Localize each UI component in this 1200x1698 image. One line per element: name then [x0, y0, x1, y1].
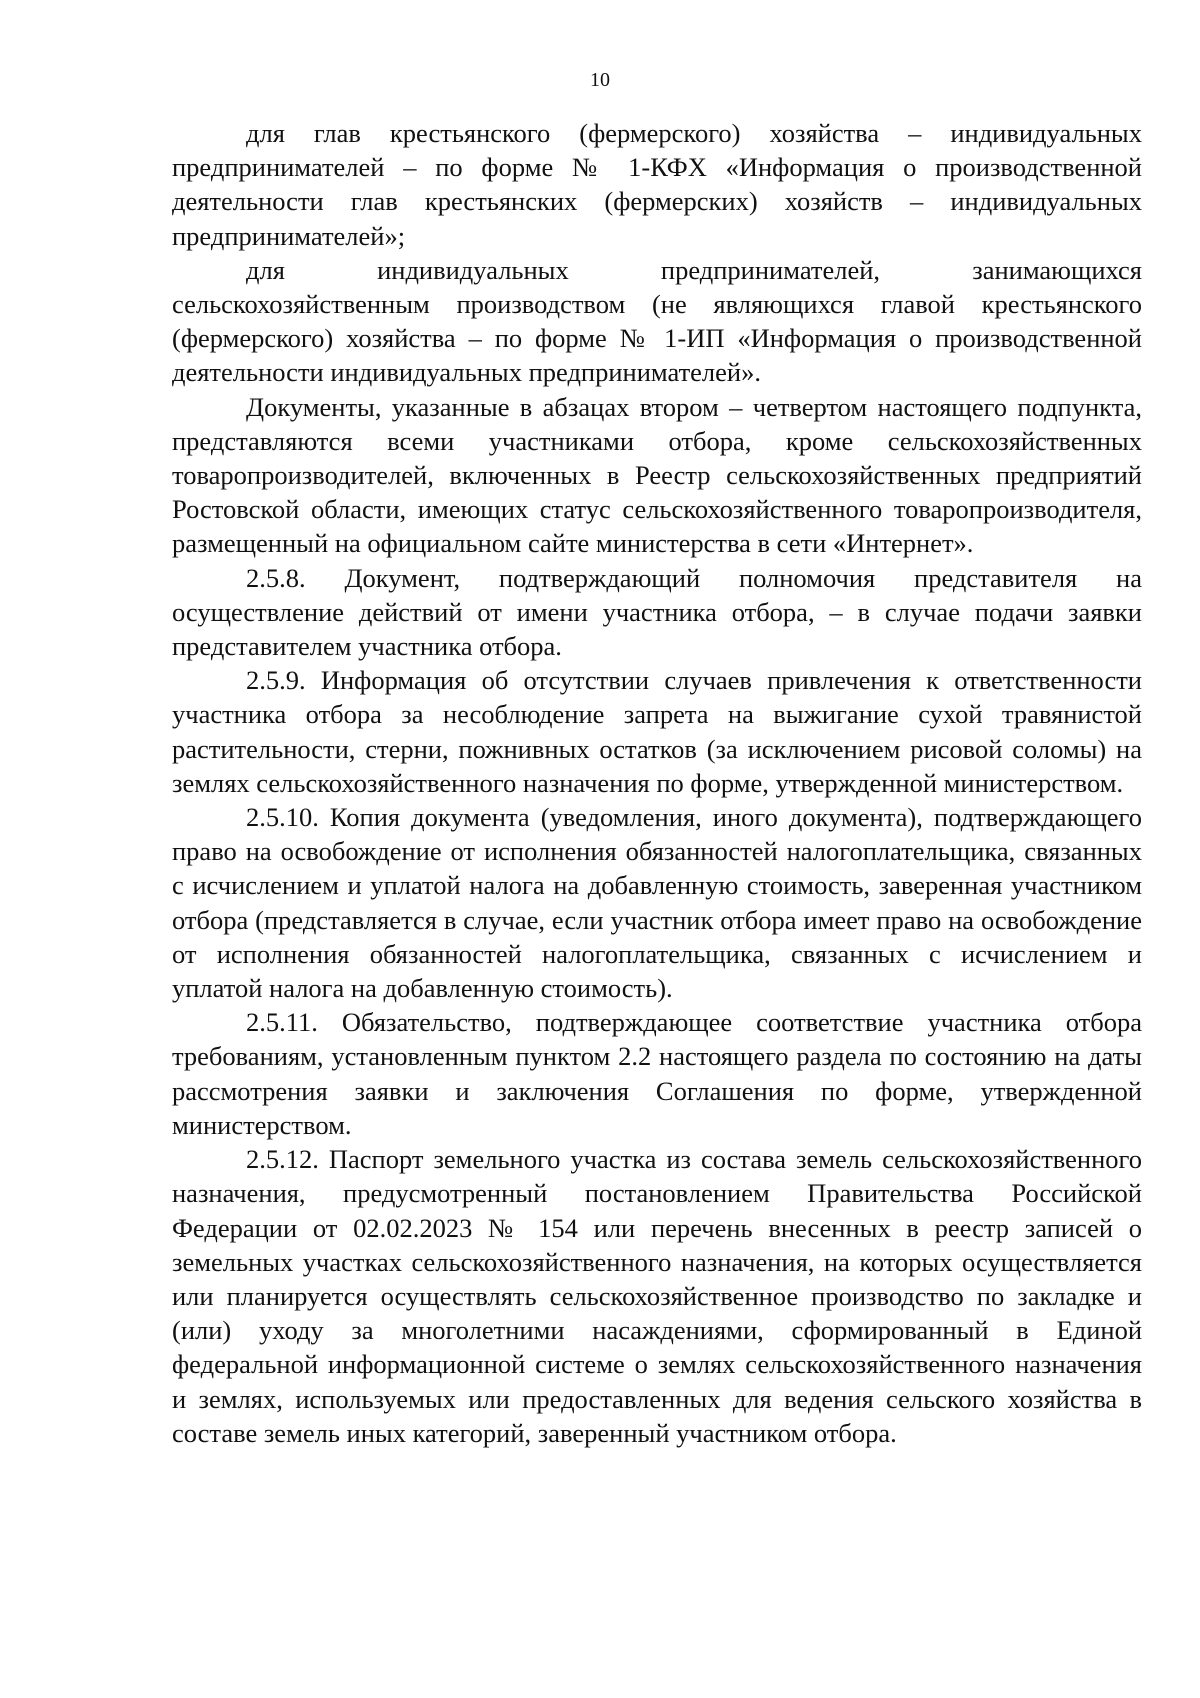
paragraph-2-5-11: 2.5.11. Обязательство, подтверждающее соответствие участника отбора требованиям, установленным пунктом 2.2 настоящего раздела по состоянию на даты рассмотрения заявки и заключения Соглашения по форме, утвержденной министерством.	[172, 1007, 1142, 1140]
paragraph-2-5-10: 2.5.10. Копия документа (уведомления, иного документа), подтверждающего право на освобождение от исполнения обязанностей налогоплательщика, связанных с исчислением и уплатой налога на добавленную стоимость, заверенная участником отбора (представляется в случае, если участник отбора имеет право на освобождение от исполнения обязанностей налогоплательщика, связанных с исчислением и уплатой налога на добавленную стоимость).	[172, 802, 1142, 1004]
paragraph-2-5-9: 2.5.9. Информация об отсутствии случаев привлечения к ответственности участника отбора за несоблюдение запрета на выжигание сухой травянистой растительности, стерни, пожнивных остатков (за исключением рисовой соломы) на землях сельскохозяйственного назначения по форме, утвержденной министерством.	[172, 665, 1142, 798]
paragraph-documents-note: Документы, указанные в абзацах втором – четвертом настоящего подпункта, представляются всеми участниками отбора, кроме сельскохозяйственных товаропроизводителей, включенных в Реестр сельскохозяйственных предприятий Ростовской области, имеющих статус сельскохозяйственного товаропроизводителя, размещенный на официальном сайте министерства в сети «Интернет».	[172, 391, 1142, 559]
paragraph-2-5-12: 2.5.12. Паспорт земельного участка из состава земель сельскохозяйственного назначения, предусмотренный постановлением Правительства Российской Федерации от 02.02.2023 № 154 или перечень внесенных в реестр записей о земельных участках сельскохозяйственного назначения, на которых осуществляется или планируется осуществлять сельскохозяйственное производство по закладке и (или) уходу за многолетними насаждениями, сформированный в Единой федеральной информационной системе о землях сельскохозяйственного назначения и землях, используемых или предоставленных для ведения сельского хозяйства в составе земель иных категорий, заверенный участником отбора.	[172, 1144, 1142, 1448]
paragraph-2-5-8: 2.5.8. Документ, подтверждающий полномочия представителя на осуществление действий от имени участника отбора, – в случае подачи заявки представителем участника отбора.	[172, 562, 1142, 662]
paragraph-ip-form: для индивидуальных предпринимателей, занимающихся сельскохозяйственным производством (не являющихся главой крестьянского (фермерского) хозяйства – по форме № 1-ИП «Информация о производственной деятельности индивидуальных предпринимателей».	[172, 254, 1142, 388]
document-body	[172, 116, 1142, 1450]
paragraph-kfh-form: для глав крестьянского (фермерского) хозяйства – индивидуальных предпринимателей – по форме № 1-КФХ «Информация о производственной деятельности глав крестьянских (фермерских) хозяйств – индивидуальных предпринимателей»;	[172, 118, 1142, 251]
page-number: 10	[590, 69, 610, 91]
